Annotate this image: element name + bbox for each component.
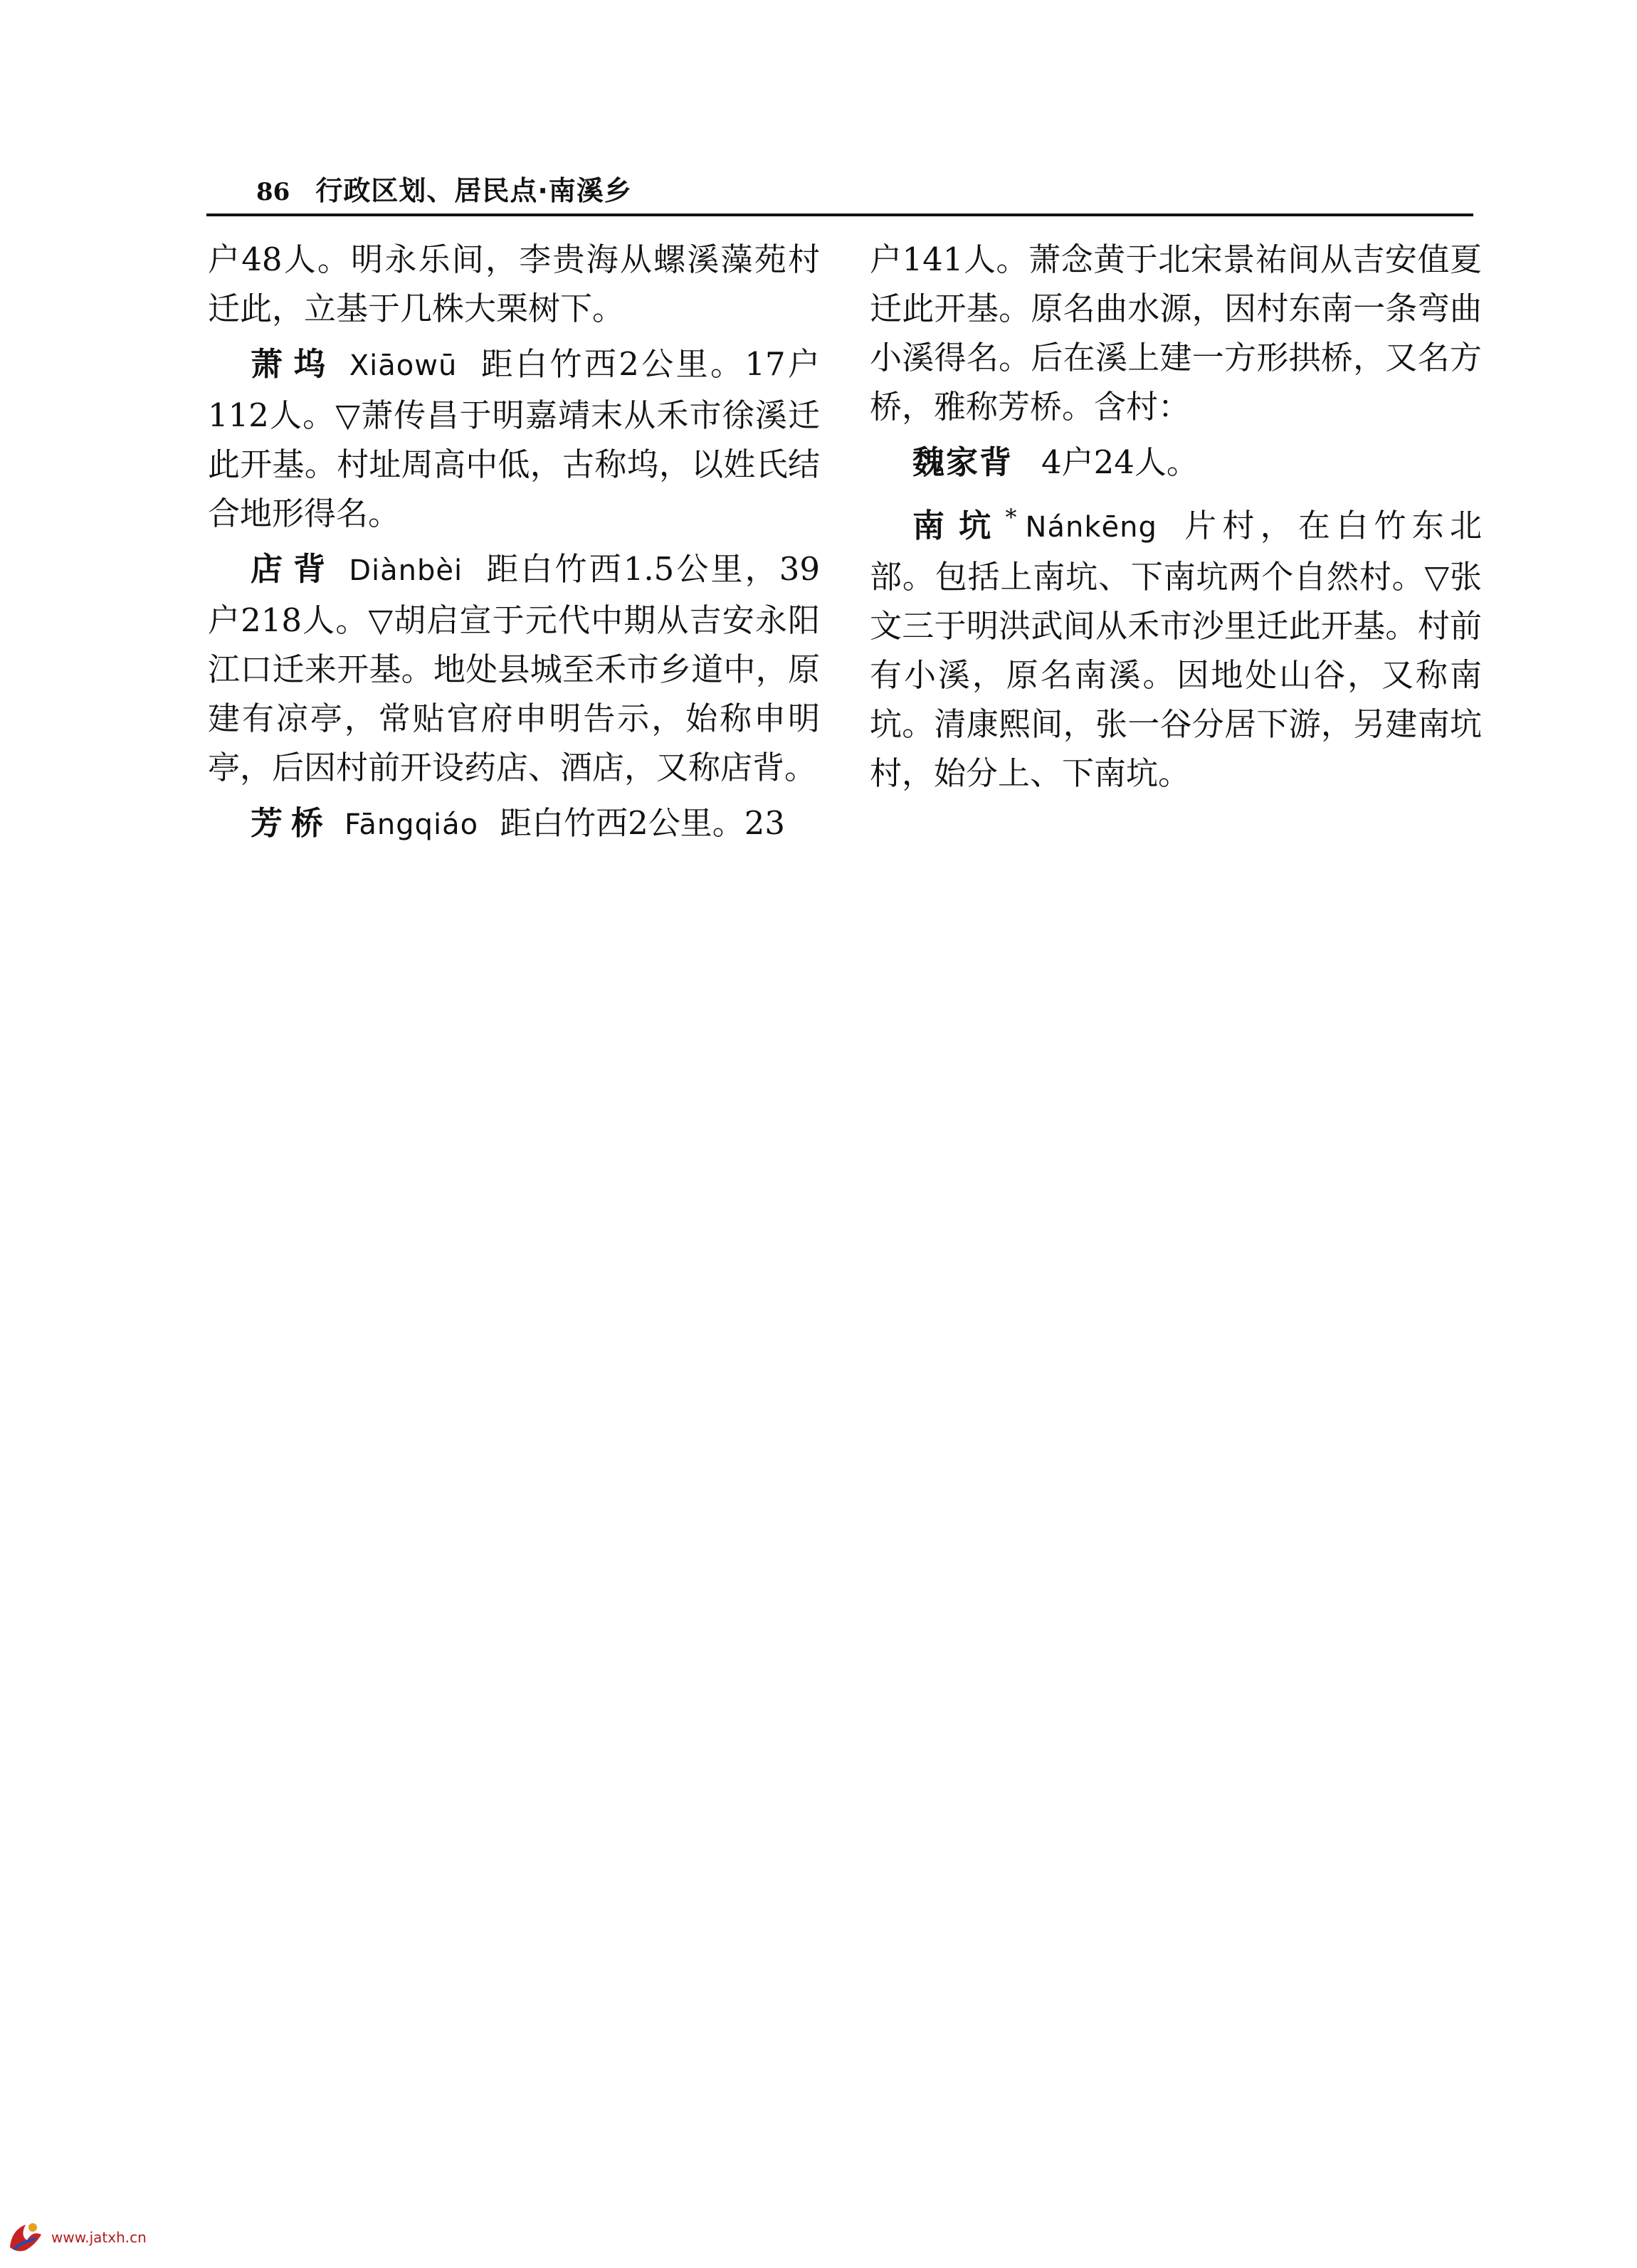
entry-headword: 芳桥 xyxy=(251,804,332,842)
entry-xiaowu xyxy=(208,339,820,538)
entry-continuation: 户48人。明永乐间，李贵海从螺溪藻苑村迁此，立基于几株大栗树下。 xyxy=(208,241,820,327)
header-rule xyxy=(206,213,1473,216)
entry-headword: 魏家背 xyxy=(912,443,1014,481)
page-header xyxy=(256,164,1473,213)
running-head: 行政区划、居民点·南溪乡 xyxy=(315,175,632,206)
right-column xyxy=(870,235,1482,804)
entry-headword: 店背 xyxy=(251,550,337,588)
page-number: 86 xyxy=(256,178,290,206)
entry-marker: * xyxy=(1005,504,1017,531)
entry-nankeng xyxy=(870,493,1482,798)
entry-pinyin: Nánkēng xyxy=(1025,511,1157,544)
entry-fangqiao xyxy=(208,798,820,850)
entry-headword: 南坑 xyxy=(912,507,1006,544)
entry-pinyin: Xiāowū xyxy=(349,349,458,382)
entry-text: 距白竹西1.5公里，39户218人。▽胡启宣于元代中期从吉安永阳江口迁来开基。地处县城至禾市乡道中，原建有凉亭，常贴官府申明告示，始称申明亭，后因村前开设药店、酒店，又称店背。 xyxy=(208,550,820,786)
entry-pinyin: Fāngqiáo xyxy=(344,808,479,841)
entry-text: 4户24人。 xyxy=(1041,443,1199,481)
entry-text: 片村，在白竹东北部。包括上南坑、下南坑两个自然村。▽张文三于明洪武间从禾市沙里迁此开基。村前有小溪，原名南溪。因地处山谷，又称南坑。清康熙间，张一谷分居下游，另建南坑村，始分上、下南坑。 xyxy=(870,507,1482,792)
watermark-logo-icon xyxy=(4,2216,47,2259)
site-watermark xyxy=(4,2212,189,2263)
entry-pinyin: Diànbèi xyxy=(349,554,463,587)
entry-fangqiao-continuation: 户141人。萧念黄于北宋景祐间从吉安值夏迁此开基。原名曲水源，因村东南一条弯曲小溪得名。后在溪上建一方形拱桥，又名方桥，雅称芳桥。含村： xyxy=(870,241,1482,426)
entry-dianbei xyxy=(208,544,820,792)
entry-text: 距白竹西2公里。23 xyxy=(500,804,785,842)
entry-headword: 萧坞 xyxy=(251,345,337,383)
entry-weijiabei xyxy=(870,438,1482,487)
entry-text: 距白竹西2公里。17户112人。▽萧传昌于明嘉靖末从禾市徐溪迁此开基。村址周高中低，古称坞，以姓氏结合地形得名。 xyxy=(208,345,820,532)
watermark-url: www.jatxh.cn xyxy=(51,2229,147,2246)
left-column xyxy=(208,235,820,856)
